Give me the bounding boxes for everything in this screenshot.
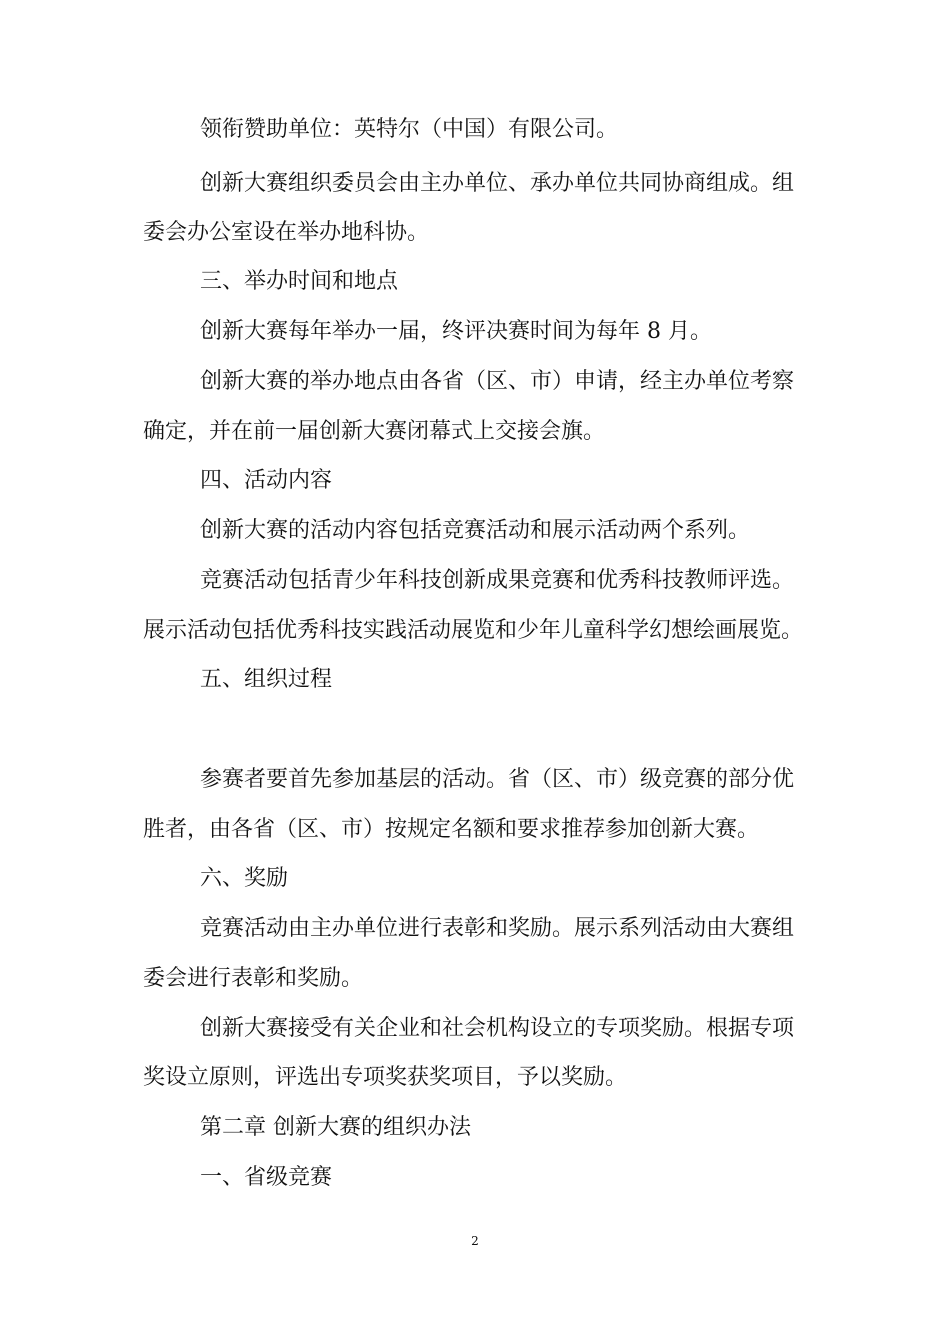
section-heading-time-place: 三、举办时间和地点 bbox=[200, 269, 399, 294]
section-heading-provincial: 一、省级竞赛 bbox=[200, 1165, 333, 1190]
paragraph-annual: 创新大赛每年举办一届，终评决赛时间为每年 8 月。 bbox=[200, 319, 712, 344]
paragraph-venue-line-1: 创新大赛的举办地点由各省（区、市）申请，经主办单位考察 bbox=[200, 369, 795, 394]
paragraph-competition-line-2: 展示活动包括优秀科技实践活动展览和少年儿童科学幻想绘画展览。 bbox=[143, 618, 804, 643]
paragraph-special-awards-line-1: 创新大赛接受有关企业和社会机构设立的专项奖励。根据专项 bbox=[200, 1016, 795, 1041]
paragraph-process-line-2: 胜者，由各省（区、市）按规定名额和要求推荐参加创新大赛。 bbox=[143, 817, 760, 842]
paragraph-venue-line-2: 确定，并在前一届创新大赛闭幕式上交接会旗。 bbox=[143, 419, 606, 444]
paragraph-committee-line-2: 委会办公室设在举办地科协。 bbox=[143, 220, 430, 245]
paragraph-activities: 创新大赛的活动内容包括竞赛活动和展示活动两个系列。 bbox=[200, 518, 751, 543]
paragraph-competition-line-1: 竞赛活动包括青少年科技创新成果竞赛和优秀科技教师评选。 bbox=[200, 568, 795, 593]
paragraph-process-line-1: 参赛者要首先参加基层的活动。省（区、市）级竞赛的部分优 bbox=[200, 767, 795, 792]
section-heading-awards: 六、奖励 bbox=[200, 866, 289, 891]
page-number: 2 bbox=[471, 1234, 479, 1248]
paragraph-special-awards-line-2: 奖设立原则，评选出专项奖获奖项目，予以奖励。 bbox=[143, 1065, 628, 1090]
paragraph-sponsor: 领衔赞助单位：英特尔（中国）有限公司。 bbox=[200, 117, 619, 142]
section-heading-process: 五、组织过程 bbox=[200, 667, 333, 692]
section-heading-activities: 四、活动内容 bbox=[200, 468, 333, 493]
paragraph-awards-line-1: 竞赛活动由主办单位进行表彰和奖励。展示系列活动由大赛组 bbox=[200, 916, 795, 941]
chapter-heading-two: 第二章 创新大赛的组织办法 bbox=[200, 1115, 471, 1140]
paragraph-committee-line-1: 创新大赛组织委员会由主办单位、承办单位共同协商组成。组 bbox=[200, 171, 795, 196]
paragraph-awards-line-2: 委会进行表彰和奖励。 bbox=[143, 966, 364, 991]
